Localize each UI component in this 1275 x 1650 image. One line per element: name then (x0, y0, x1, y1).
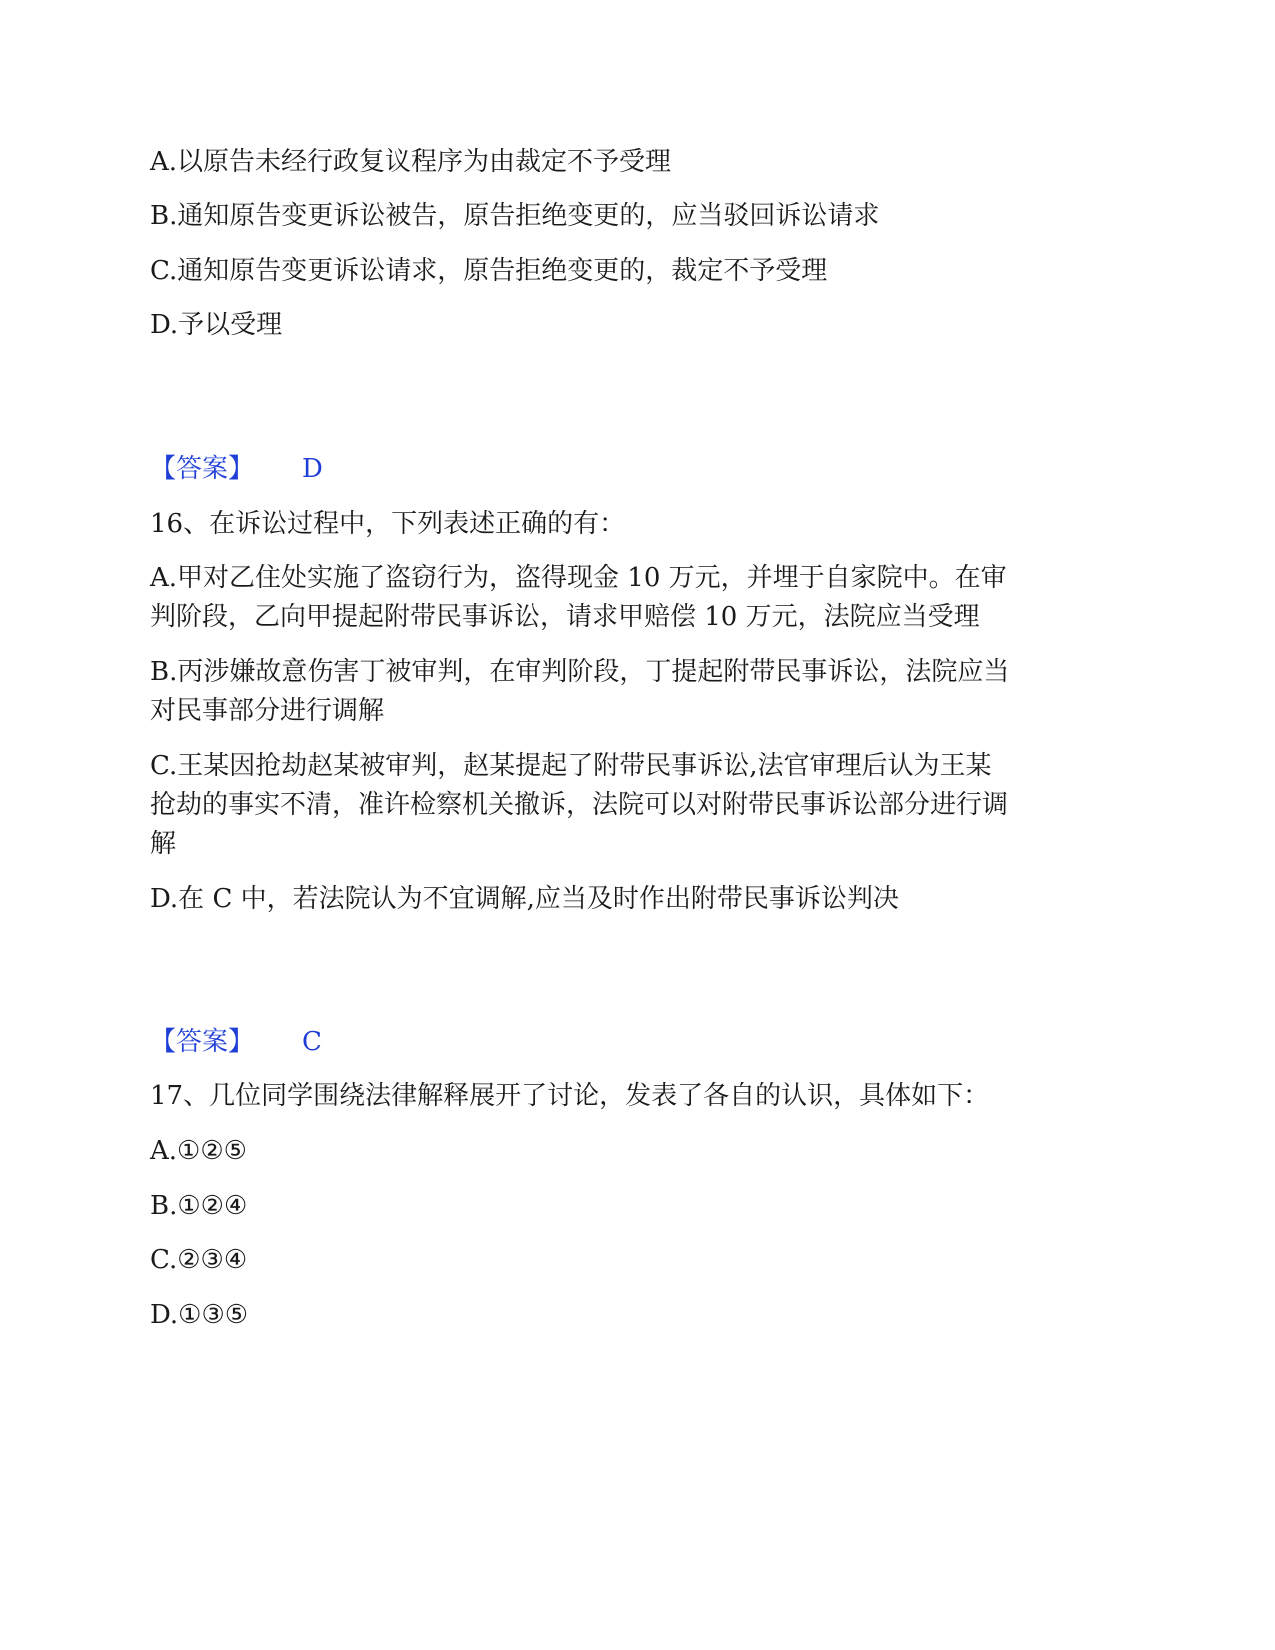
q15-option-d: D.予以受理 (150, 310, 283, 340)
q16-option-b-line1: B.丙涉嫌故意伤害丁被审判，在审判阶段，丁提起附带民事诉讼，法院应当 (150, 657, 1010, 687)
q17-option-d: D.①③⑤ (150, 1300, 249, 1330)
q15-option-b: B.通知原告变更诉讼被告，原告拒绝变更的，应当驳回诉讼请求 (150, 201, 880, 231)
answer-value: D (302, 454, 323, 484)
q16-option-c-line2: 抢劫的事实不清，准许检察机关撤诉，法院可以对附带民事诉讼部分进行调 (150, 790, 1009, 820)
q16-option-b-line2: 对民事部分进行调解 (150, 696, 385, 726)
q17-stem: 17、几位同学围绕法律解释展开了讨论，发表了各自的认识，具体如下： (150, 1081, 990, 1111)
q16-option-a-line2: 判阶段，乙向甲提起附带民事诉讼，请求甲赔偿 10 万元，法院应当受理 (150, 602, 980, 632)
answer-label: 【答案】 (150, 1027, 255, 1057)
answer-label: 【答案】 (150, 454, 255, 484)
q16-option-c-line3: 解 (150, 829, 177, 859)
q15-option-c: C.通知原告变更诉讼请求，原告拒绝变更的，裁定不予受理 (150, 256, 828, 286)
q17-option-b: B.①②④ (150, 1191, 248, 1221)
q16-stem: 16、在诉讼过程中，下列表述正确的有： (150, 509, 626, 539)
q16-option-a-line1: A.甲对乙住处实施了盗窃行为，盗得现金 10 万元，并埋于自家院中。在审 (150, 563, 1007, 593)
answer-value: C (302, 1027, 322, 1057)
q16-option-c-line1: C.王某因抢劫赵某被审判，赵某提起了附带民事诉讼,法官审理后认为王某 (150, 751, 992, 781)
q16-answer (150, 1022, 322, 1062)
q15-option-a: A.以原告未经行政复议程序为由裁定不予受理 (150, 147, 672, 177)
q17-option-c: C.②③④ (150, 1245, 248, 1275)
q17-option-a: A.①②⑤ (150, 1136, 247, 1166)
q16-option-d: D.在 C 中，若法院认为不宜调解,应当及时作出附带民事诉讼判决 (150, 884, 899, 914)
q15-answer (150, 449, 323, 489)
